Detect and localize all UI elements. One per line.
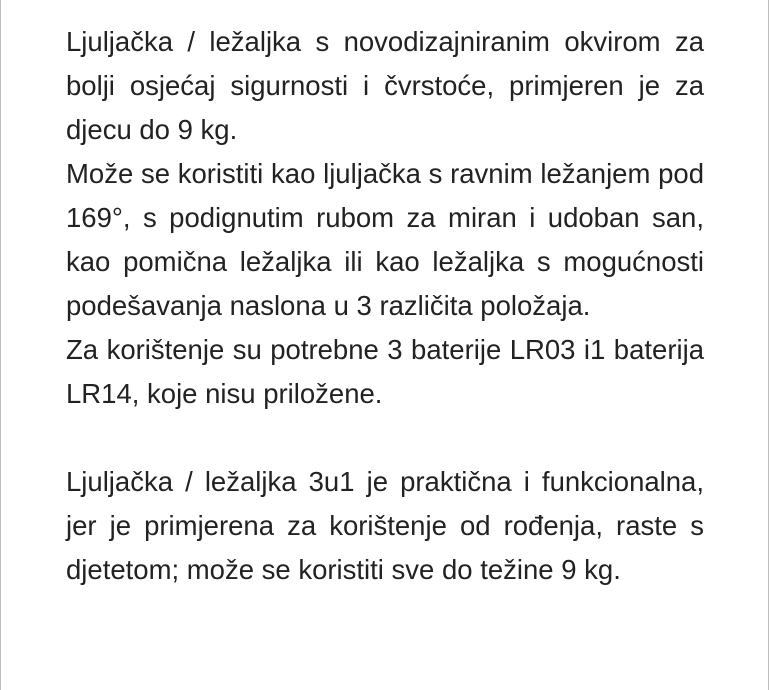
description-paragraph-2: Može se koristiti kao ljuljačka s ravnim ležanjem pod 169°, s podignutim rubom za miran i udoban san, kao pomična ležaljka ili kao ležaljka s mogućnosti podešavanja naslona u 3 različita položaja. — [66, 158, 704, 321]
description-paragraph-1: Ljuljačka / ležaljka s novodizajniranim okvirom za bolji osjećaj sigurnosti i čvrstoće, primjeren je za djecu do 9 kg. — [66, 26, 704, 145]
description-paragraph-3: Za korištenje su potrebne 3 baterije LR03 i1 baterija LR14, koje nisu priložene. — [66, 334, 704, 409]
product-description — [66, 20, 704, 592]
description-paragraph-4: Ljuljačka / ležaljka 3u1 je praktična i funkcionalna, jer je primjerena za korištenje od rođenja, raste s djetetom; može se koristiti sve do težine 9 kg. — [66, 466, 704, 585]
paragraph-gap — [66, 416, 704, 460]
